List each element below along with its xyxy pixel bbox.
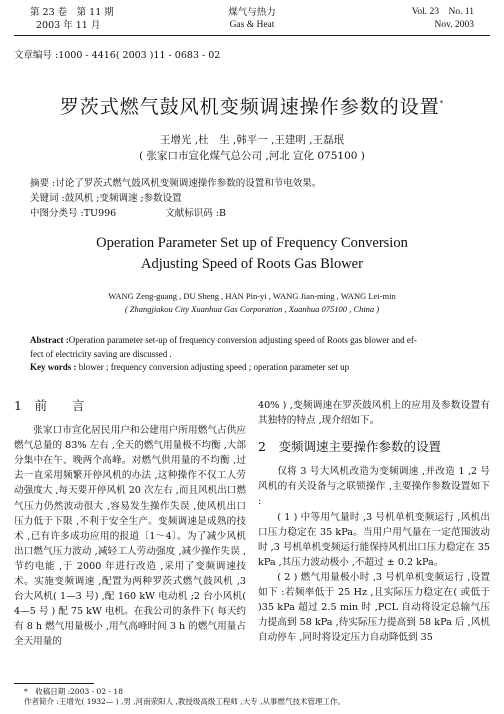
paper-title <box>0 92 504 119</box>
section-1-heading: 1 前 言 <box>14 398 85 413</box>
author-list: 王增光 ,杜 生 ,韩平一 ,王建明 ,王磊珉 <box>159 134 345 146</box>
right-paragraph-0: 40% ) ,变频调速在罗茨鼓风机上的应用及参数设置有其独特的特点 ,现介绍如下。 <box>258 400 490 427</box>
en-author-block <box>0 290 504 316</box>
en-affiliation: ( Zhangjiakou City Xuanhua Gas Corporation , Xuanhua 075100 , China ) <box>124 304 380 314</box>
right-column <box>258 398 490 645</box>
header-left <box>30 6 114 32</box>
volume-issue-en: Vol. 23 No. 11 <box>411 7 474 17</box>
right-paragraph-3: ( 2 ) 燃气用量极小时 ,3 号机单机变频运行 ,设置如下 :若频率低于 25 Hz ,且实际压力稳定在( 或低于 )35 kPa 超过 2.5 min 时 ,PCL 自动将设定总输气压力提高到 58 kPa ,待实际压力提高到 58 kPa 后 ,风机自动停车 ,同时将设定压力自动降低到 35 <box>258 571 490 644</box>
cn-abstract-block <box>30 176 480 221</box>
title-footnote-mark: * <box>439 99 445 108</box>
right-paragraph-2: ( 1 ) 中等用气量时 ,3 号机单机变频运行 ,风机出口压力稳定在 35 kPa。当用户用气量在一定范围波动时 ,3 号机单机变频运行能保持风机出口压力稳定在 35 kPa ,其压力波动极小 ,不超过 ± 0.2 kPa。 <box>258 511 490 568</box>
article-number: 文章编号 :1000 - 4416( 2003 )11 - 0683 - 02 <box>14 50 221 61</box>
en-keywords-label: Key words : <box>30 362 77 372</box>
affiliation: ( 张家口市宣化煤气总公司 ,河北 宣化 075100 ) <box>139 150 365 162</box>
header-right <box>412 6 474 32</box>
left-column <box>14 398 246 650</box>
volume-issue: 第 23 卷 第 11 期 <box>30 7 114 18</box>
author-bio: 作者简介 :王增光( 1932— ) ,男 ,河南荥阳人 ,教授级高级工程师 ,大专 ,从事燃气技术管理工作。 <box>24 697 345 706</box>
journal-name-cn: 煤气与热力 <box>228 7 276 18</box>
en-abstract-text-1: Operation parameter set-up of frequency conversion adjusting speed of Roots gas blower and ef- <box>68 335 417 345</box>
issue-date: 2003 年 11 月 <box>36 20 101 31</box>
journal-name-en: Gas & Heat <box>229 20 275 30</box>
en-abstract-text-2: fect of electricity saving are discussed . <box>30 348 172 359</box>
section-1-paragraph: 张家口市宣化居民用户和公建用户所用燃气占供应燃气总量的 83% 左右 ,全天的燃气用量极不均衡 ,大部分集中在午、晚两个高峰。对燃气供用量的不均衡 ,过去一直采用频繁开停风机的办法 ,这种操作不仅工人劳动强度大 ,每天要开停风机 20 次左右 ,而且风机出口燃气压力仍然波动很大 ,容易发生操作失误 ,使风机出口压力低于下限 ,不利于安全生产。变频调速是成熟的技术 ,已有许多成功应用的报道〔1～4〕。为了减少风机出口燃气压力波动 ,减轻工人劳动强度 ,减少操作失误 ,节约电能 ,于 2000 年进行改造 ,采用了变频调速技术。实施变频调速 ,配置为两种罗茨式燃气鼓风机 ,3 台大风机( 1—3 号) ,配 160 kW 电动机 ;2 台小风机( 4—5 号 ) 配 75 kW 电机。在我公司的条件下( 每天约有 8 h 燃气用量极小 ,用气高峰时间 3 h 的燃气用量占全天用量的 <box>14 425 247 648</box>
en-title-line-2: Adjusting Speed of Roots Gas Blower <box>141 256 363 272</box>
received-date: * 收稿日期 :2003 - 02 - 18 <box>24 687 123 696</box>
author-block <box>0 132 504 164</box>
footnote-rule <box>14 683 94 684</box>
issue-date-en: Nov. 2003 <box>434 20 474 30</box>
en-abstract-line-1 <box>30 334 480 348</box>
keywords-cn: 关键词 :鼓风机 ;变频调速 ;参数设置 <box>30 193 182 204</box>
en-title <box>0 233 504 275</box>
title-text: 罗茨式燃气鼓风机变频调速操作参数的设置 <box>59 96 440 118</box>
document-code: 文献标识码 :B <box>165 208 226 219</box>
en-keywords-line <box>30 361 480 375</box>
footnote-block <box>24 687 494 707</box>
en-abstract-block <box>30 334 480 375</box>
right-paragraph-1: 仅将 3 号大风机改造为变频调速 ,并改造 1 ,2 号风机的有关设备与之联锁操作 ,主要操作参数设置如下 : <box>258 466 490 508</box>
header-rule <box>14 35 490 36</box>
clc-number: 中图分类号 :TU996 <box>30 208 117 219</box>
section-2-heading: 2 变频调速主要操作参数的设置 <box>258 439 441 455</box>
abstract-cn: 摘要 :讨论了罗茨式燃气鼓风机变频调速操作参数的设置和节电效果。 <box>30 178 322 189</box>
en-abstract-label: Abstract : <box>30 335 69 345</box>
en-title-line-1: Operation Parameter Set up of Frequency Conversion <box>96 235 408 251</box>
en-keywords: blower ; frequency conversion adjusting speed ; operation parameter set up <box>78 362 350 372</box>
en-author-list: WANG Zeng-guang , DU Sheng , HAN Pin-yi , WANG Jian-ming , WANG Lei-min <box>108 291 396 301</box>
classification-row <box>30 206 480 221</box>
header-center <box>190 6 314 32</box>
